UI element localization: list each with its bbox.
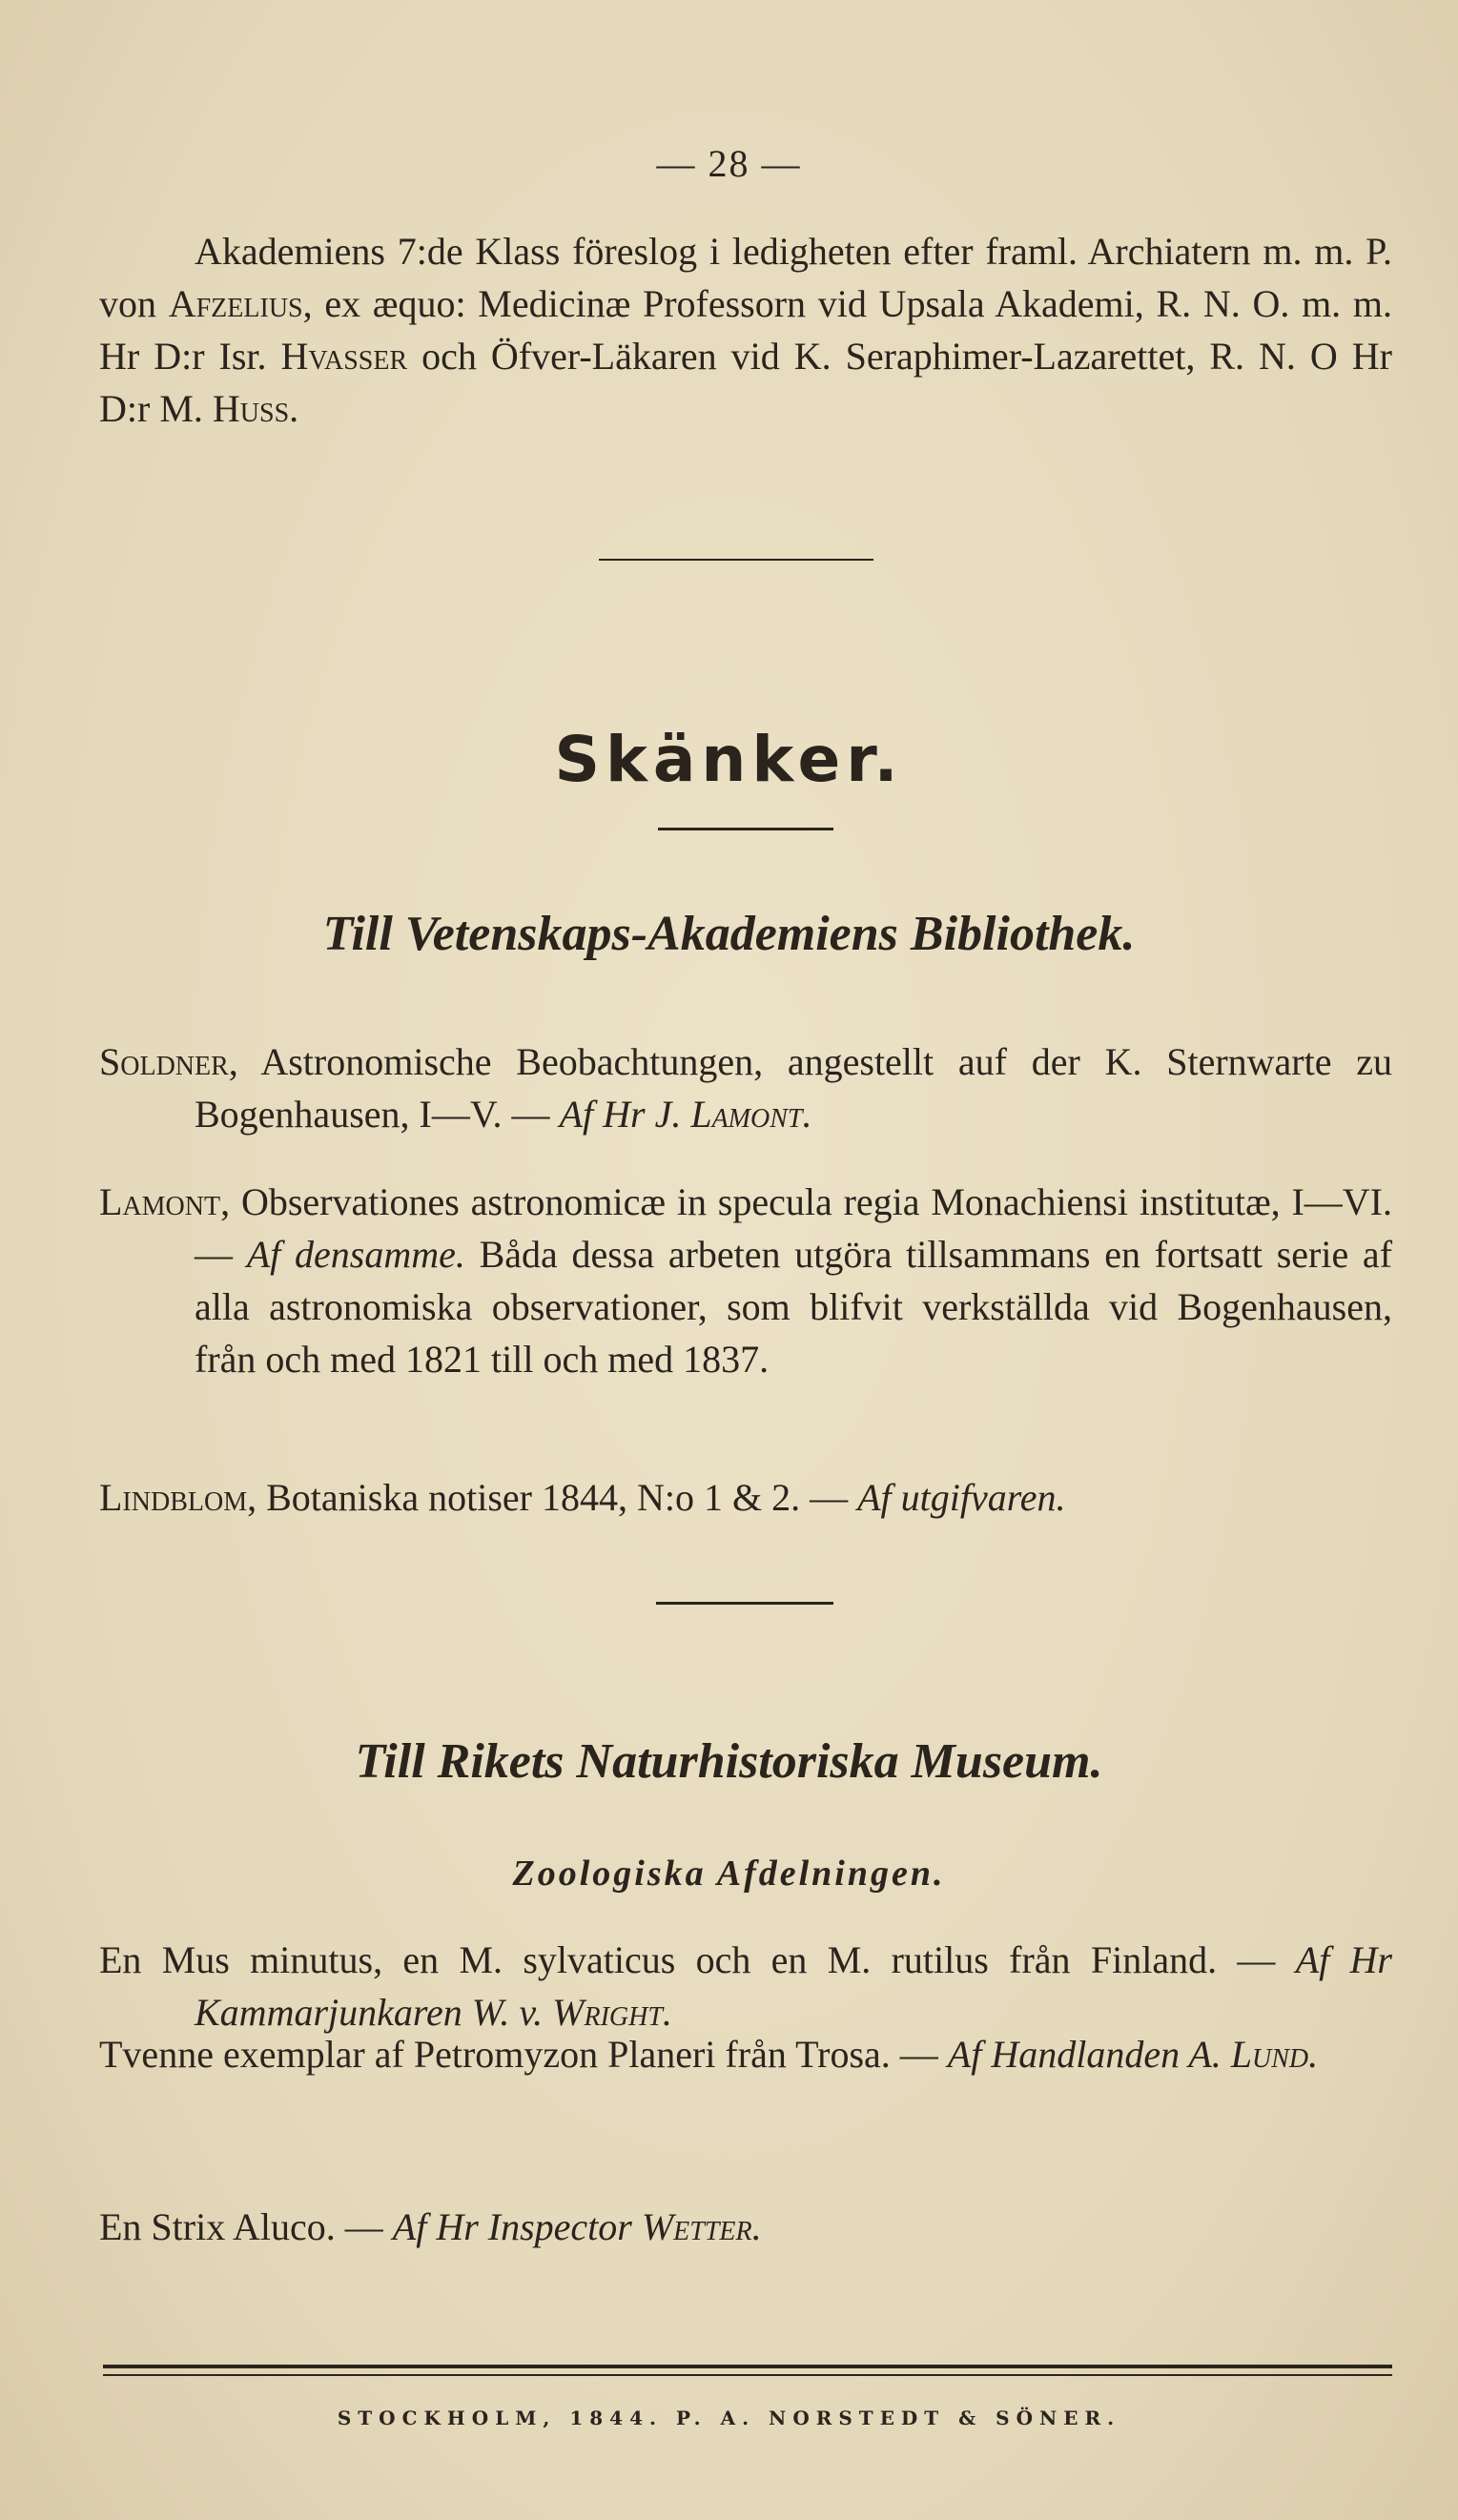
museum-heading: Till Rikets Naturhistoriska Museum.	[355, 1734, 1103, 1789]
divider-1	[599, 559, 873, 561]
divider-2	[658, 828, 833, 830]
divider-3	[656, 1602, 833, 1605]
printer-imprint: STOCKHOLM, 1844. P. A. NORSTEDT & SÖNER.	[337, 2407, 1121, 2429]
name-afzelius: Afzelius	[168, 282, 303, 325]
entry-petromyzon: Tvenne exemplar af Petromyzon Planeri från Trosa. — Af Handlanden A. Lund.	[99, 2033, 1319, 2076]
name-hvasser: Hvasser	[280, 335, 408, 378]
entry-lindblom: Lindblom, Botaniska notiser 1844, N:o 1 & 2. — Af utgifvaren.	[99, 1476, 1066, 1519]
footer-rule-bottom	[103, 2374, 1392, 2376]
section-title: Skänker.	[554, 723, 904, 796]
footer-rule-top	[103, 2365, 1392, 2368]
name-huss: Huss	[212, 387, 290, 430]
entry-soldner: Soldner, Astronomische Beobachtungen, angestellt auf der K. Sternwarte zu Bogenhausen, I—V. — Af Hr J. Lamont.	[99, 1040, 1392, 1136]
library-heading: Till Vetenskaps-Akademiens Bibliothek.	[322, 907, 1136, 961]
entry-lamont: Lamont, Observationes astronomicæ in specula regia Monachiensi institutæ, I—VI. — Af densamme. Båda dessa arbeten utgöra tillsammans en fortsatt serie af alla astronomiska observationer, som blifvit verkställda vid Bogenhausen, från och med 1821 till och med 1837.	[99, 1180, 1393, 1381]
entry-mus: En Mus minutus, en M. sylvaticus och en M. rutilus från Finland. — Af Hr Kammarjunkaren W. v. Wright.	[99, 1938, 1392, 2034]
entry-strix: En Strix Aluco. — Af Hr Inspector Wetter.	[99, 2205, 762, 2248]
museum-subheading: Zoologiska Afdelningen.	[512, 1854, 946, 1894]
page-number: — 28 —	[656, 142, 802, 185]
intro-paragraph: Akademiens 7:de Klass föreslog i ledigheten efter framl. Archiatern m. m. P. von Afzelius, ex æquo: Medicinæ Professorn vid Upsala Akademi, R. N. O. m. m. Hr D:r Isr. Hvasser och Öfver-Läkaren vid K. Seraphimer-Lazarettet, R. N. O Hr D:r M. Huss.	[99, 230, 1393, 430]
